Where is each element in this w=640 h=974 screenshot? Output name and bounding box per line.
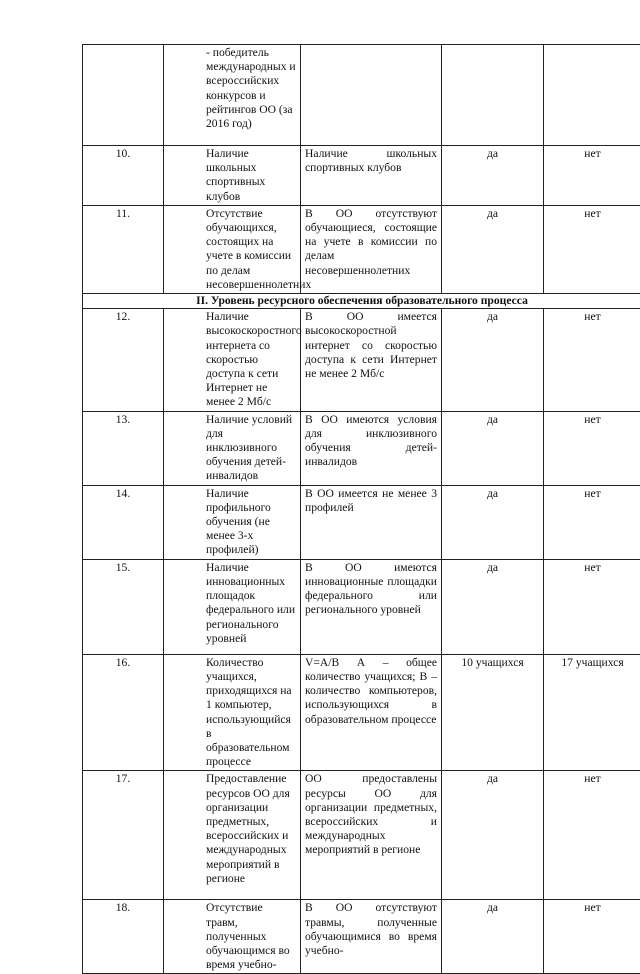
value-cell-1: да (442, 559, 544, 654)
criterion-cell: Наличие условий для инклюзивного обучения детей-инвалидов (164, 411, 301, 485)
criterion-cell: - победитель международных и всероссийских конкурсов и рейтингов ОО (за 2016 год) (164, 45, 301, 146)
value-cell-1 (442, 45, 544, 146)
description-cell: V=A/B А – общее количество учащихся; В – количество компьютеров, использующихся в образовательном процессе (301, 654, 442, 771)
table-row (83, 559, 640, 654)
description-cell: Наличие школьных спортивных клубов (301, 146, 442, 206)
table-row (83, 411, 640, 485)
table-row (83, 654, 640, 771)
value-cell-2: нет (544, 485, 640, 559)
criterion-cell: Наличие школьных спортивных клубов (164, 146, 301, 206)
row-number: 18. (83, 900, 164, 974)
criterion-cell: Отсутствие обучающихся, состоящих на учете в комиссии по делам несовершеннолетних (164, 205, 301, 293)
row-number: 14. (83, 485, 164, 559)
value-cell-2: нет (544, 559, 640, 654)
description-cell: В ОО имеется высокоскоростной интернет со скоростью доступа к сети Интернет не менее 2 Мб/с (301, 309, 442, 411)
row-number: 11. (83, 205, 164, 293)
description-cell: В ОО имеются условия для инклюзивного обучения детей-инвалидов (301, 411, 442, 485)
table-row (83, 205, 640, 293)
value-cell-1: да (442, 205, 544, 293)
description-cell (301, 45, 442, 146)
criterion-cell: Наличие инновационных площадок федерального или регионального уровней (164, 559, 301, 654)
description-cell: ОО предоставлены ресурсы ОО для организации предметных, всероссийских и международных мероприятий в регионе (301, 771, 442, 900)
value-cell-2: нет (544, 309, 640, 411)
row-number: 17. (83, 771, 164, 900)
description-cell: В ОО отсутствуют травмы, полученные обучающимися во время учебно- (301, 900, 442, 974)
value-cell-1: 10 учащихся (442, 654, 544, 771)
value-cell-1: да (442, 900, 544, 974)
value-cell-1: да (442, 771, 544, 900)
table-row (83, 900, 640, 974)
row-number: 10. (83, 146, 164, 206)
description-cell: В ОО имеются инновационные площадки федерального или регионального уровней (301, 559, 442, 654)
description-cell: В ОО имеется не менее 3 профилей (301, 485, 442, 559)
value-cell-1: да (442, 411, 544, 485)
value-cell-2: нет (544, 146, 640, 206)
row-number: 13. (83, 411, 164, 485)
row-number: 15. (83, 559, 164, 654)
row-number: 16. (83, 654, 164, 771)
value-cell-2: нет (544, 411, 640, 485)
value-cell-2: нет (544, 771, 640, 900)
section-header-row (83, 294, 640, 309)
table-row (83, 309, 640, 411)
value-cell-1: да (442, 309, 544, 411)
criterion-cell: Отсутствие травм, полученных обучающимся во время учебно- (164, 900, 301, 974)
document-page (82, 44, 602, 974)
section-title: II. Уровень ресурсного обеспечения образовательного процесса (83, 294, 640, 309)
value-cell-2 (544, 45, 640, 146)
value-cell-1: да (442, 485, 544, 559)
row-number (83, 45, 164, 146)
criterion-cell: Предоставление ресурсов ОО для организации предметных, всероссийских и международных мероприятий в регионе (164, 771, 301, 900)
criterion-cell: Наличие профильного обучения (не менее 3-х профилей) (164, 485, 301, 559)
value-cell-2: нет (544, 205, 640, 293)
criterion-cell: Количество учащихся, приходящихся на 1 компьютер, использующийся в образовательном процессе (164, 654, 301, 771)
table-row (83, 771, 640, 900)
criterion-cell: Наличие высокоскоростного интернета со скоростью доступа к сети Интернет не менее 2 Мб/с (164, 309, 301, 411)
table-row (83, 146, 640, 206)
table-row (83, 485, 640, 559)
table-row (83, 45, 640, 146)
value-cell-2: нет (544, 900, 640, 974)
description-cell: В ОО отсутствуют обучающиеся, состоящие на учете в комиссии по делам несовершеннолетних (301, 205, 442, 293)
value-cell-1: да (442, 146, 544, 206)
value-cell-2: 17 учащихся (544, 654, 640, 771)
criteria-table (82, 44, 640, 974)
row-number: 12. (83, 309, 164, 411)
